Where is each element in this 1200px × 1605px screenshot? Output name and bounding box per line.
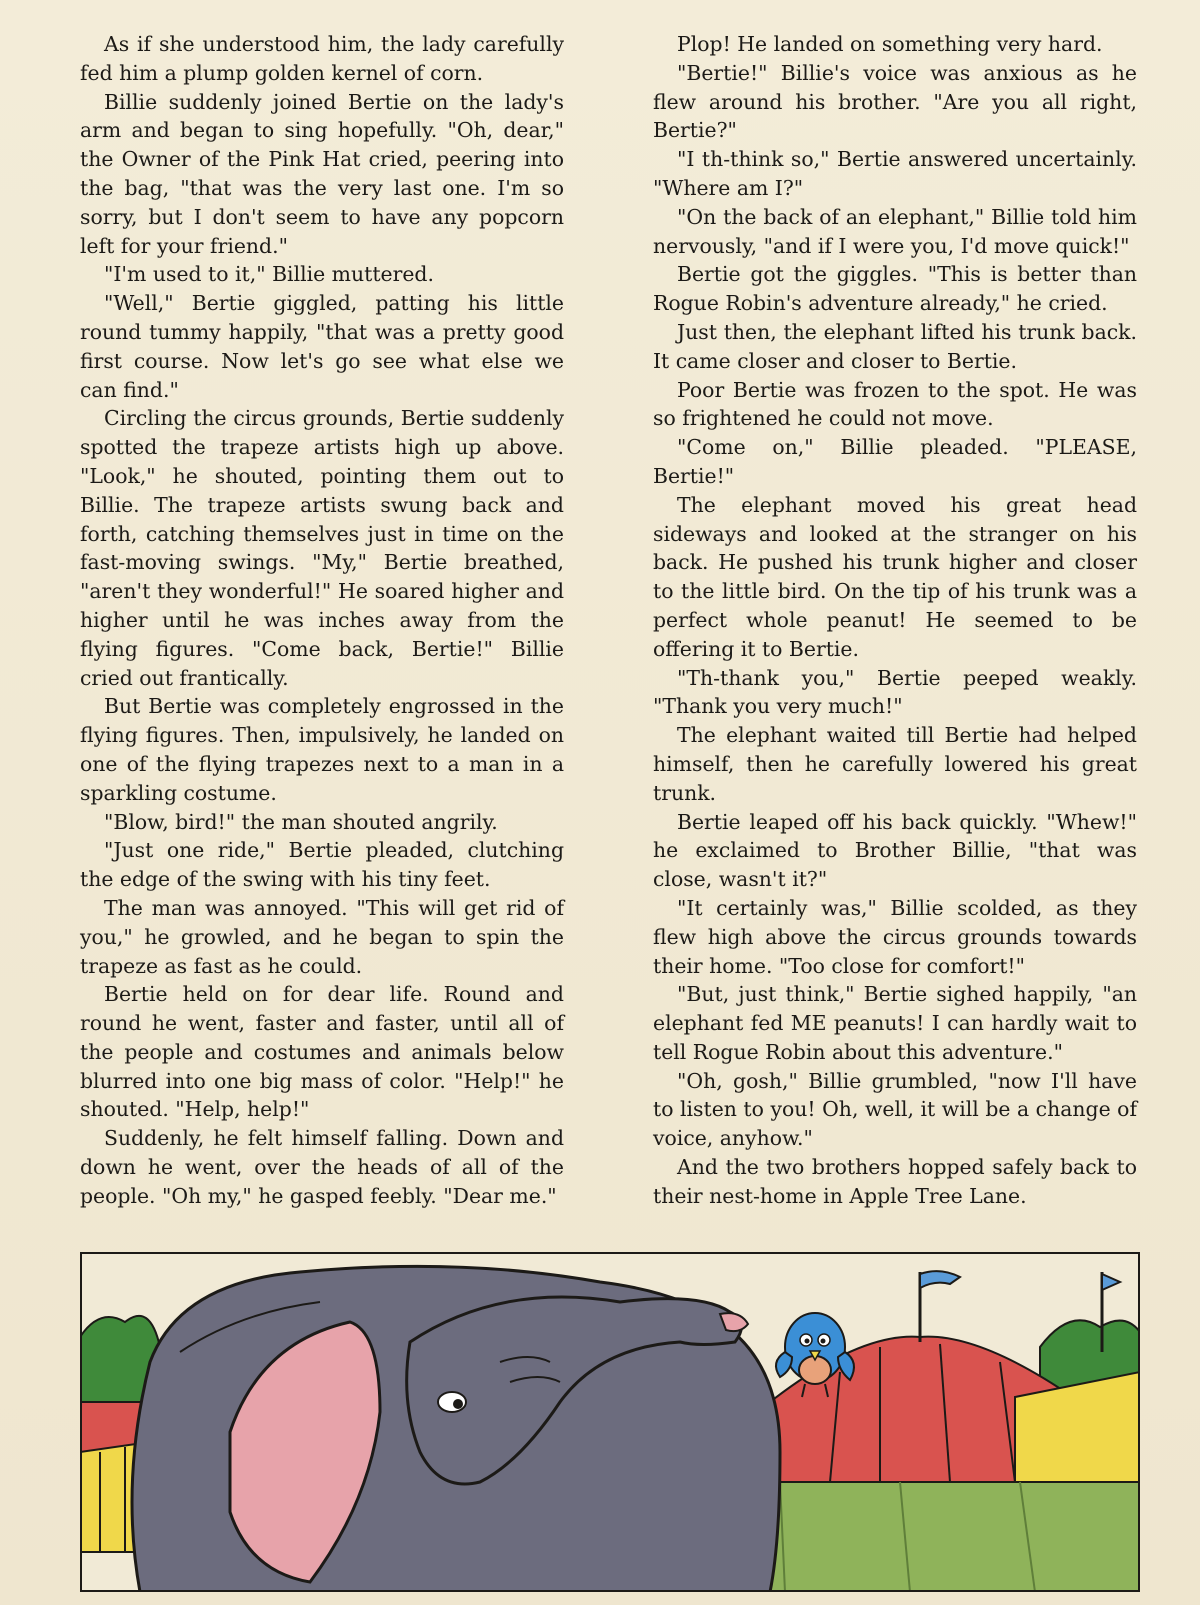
paragraph: Just then, the elephant lifted his trunk back. It came closer and closer to Bertie. bbox=[653, 319, 1137, 373]
paragraph: "Blow, bird!" the man shouted angrily. bbox=[104, 809, 498, 834]
paragraph: "Come on," Billie pleaded. "PLEASE, Bertie!" bbox=[653, 435, 1137, 488]
paragraph: "I th-think so," Bertie answered uncertainly. "Where am I?" bbox=[653, 147, 1137, 200]
paragraph: Billie suddenly joined Bertie on the lady's arm and began to sing hopefully. "Oh, dear," the Owner of the Pink Hat cried, peering into the bag, "that was the very last one. I'm so sorry, but I don't seem to have any popcorn left for your friend." bbox=[80, 89, 564, 258]
paragraph: "It certainly was," Billie scolded, as they flew high above the circus grounds towards their home. "Too close for comfort!" bbox=[653, 895, 1137, 978]
paragraph: Circling the circus grounds, Bertie suddenly spotted the trapeze artists high up above. "Look," he shouted, pointing them out to Billie. The trapeze artists swung back and forth, catching themselves just in time on the fast-moving swings. "My," Bertie breathed, "aren't they wonderful!" He soared higher and higher until he was inches away from the flying figures. "Come back, Bertie!" Billie cried out frantically. bbox=[80, 406, 564, 690]
paragraph: "Th-thank you," Bertie peeped weakly. "Thank you very much!" bbox=[653, 665, 1137, 719]
paragraph: "Oh, gosh," Billie grumbled, "now I'll have to listen to you! Oh, well, it will be a change of voice, anyhow." bbox=[653, 1068, 1137, 1151]
left-text-column bbox=[80, 30, 564, 1211]
paragraph: "But, just think," Bertie sighed happily, "an elephant fed ME peanuts! I can hardly wait to tell Rogue Robin about this adventure." bbox=[653, 982, 1137, 1064]
paragraph: Bertie leaped off his back quickly. "Whew!" he exclaimed to Brother Billie, "that was close, wasn't it?" bbox=[653, 809, 1137, 892]
circus-elephant-illustration bbox=[80, 1252, 1140, 1592]
paragraph: Suddenly, he felt himself falling. Down and down he went, over the heads of all of the people. "Oh my," he gasped feebly. "Dear me." bbox=[80, 1126, 564, 1208]
paragraph: "Just one ride," Bertie pleaded, clutching the edge of the swing with his tiny feet. bbox=[80, 838, 564, 892]
right-text-column bbox=[653, 30, 1137, 1211]
paragraph: As if she understood him, the lady carefully fed him a plump golden kernel of corn. bbox=[80, 32, 564, 85]
paragraph: And the two brothers hopped safely back to their nest-home in Apple Tree Lane. bbox=[653, 1155, 1137, 1208]
paragraph: "I'm used to it," Billie muttered. bbox=[104, 262, 434, 287]
paragraph: Bertie got the giggles. "This is better than Rogue Robin's adventure already," he cried. bbox=[653, 262, 1137, 316]
illustration-svg bbox=[80, 1252, 1140, 1592]
paragraph: The elephant waited till Bertie had helped himself, then he carefully lowered his great trunk. bbox=[653, 723, 1137, 805]
paragraph: Plop! He landed on something very hard. bbox=[677, 32, 1103, 56]
paragraph: "On the back of an elephant," Billie told him nervously, "and if I were you, I'd move quick!" bbox=[653, 204, 1137, 258]
paragraph: Bertie held on for dear life. Round and round he went, faster and faster, until all of the people and costumes and animals below blurred into one big mass of color. "Help!" he shouted. "Help, help!" bbox=[80, 982, 564, 1122]
paragraph: The elephant moved his great head sideways and looked at the stranger on his back. He pushed his trunk higher and closer to the little bird. On the tip of his trunk was a perfect whole peanut! He seemed to be offering it to Bertie. bbox=[653, 492, 1137, 661]
paragraph: The man was annoyed. "This will get rid of you," he growled, and he began to spin the trapeze as fast as he could. bbox=[80, 895, 564, 978]
paragraph: "Well," Bertie giggled, patting his little round tummy happily, "that was a pretty good first course. Now let's go see what else we can find." bbox=[80, 291, 564, 402]
paragraph: "Bertie!" Billie's voice was anxious as he flew around his brother. "Are you all right, Bertie?" bbox=[653, 60, 1137, 143]
paragraph: But Bertie was completely engrossed in the flying figures. Then, impulsively, he landed on one of the flying trapezes next to a man in a sparkling costume. bbox=[80, 694, 564, 805]
paragraph: Poor Bertie was frozen to the spot. He was so frightened he could not move. bbox=[653, 377, 1137, 431]
